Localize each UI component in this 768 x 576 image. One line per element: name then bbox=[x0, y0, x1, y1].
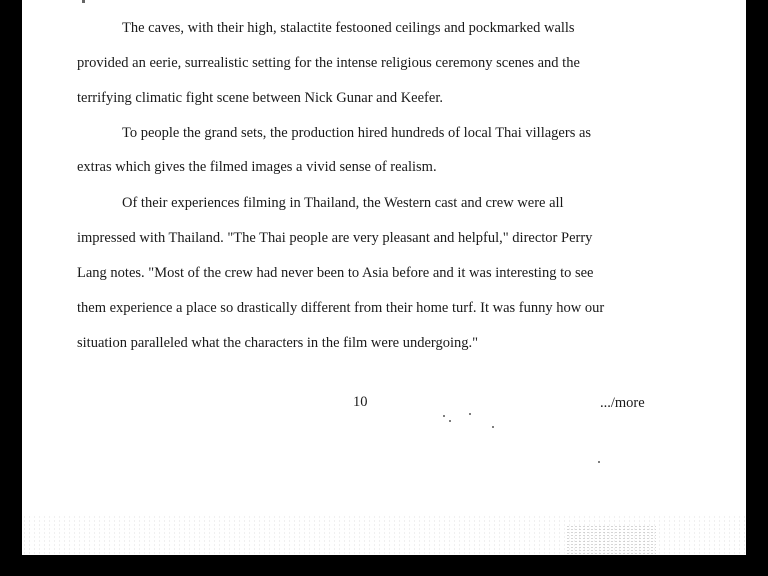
paragraph-3-line-5: situation paralleled what the characters in the film were undergoing." bbox=[77, 335, 479, 351]
paragraph-1-line-1: The caves, with their high, stalactite festooned ceilings and pockmarked walls bbox=[122, 20, 575, 36]
paragraph-2-line-1: To people the grand sets, the production hired hundreds of local Thai villagers as bbox=[122, 125, 592, 141]
document-page bbox=[22, 0, 746, 555]
continuation-marker: .../more bbox=[600, 395, 645, 411]
paragraph-3-line-3: Lang notes. "Most of the crew had never been to Asia before and it was interesting to see bbox=[77, 265, 594, 281]
scan-speck bbox=[492, 426, 494, 428]
page-number: 10 bbox=[353, 394, 368, 410]
scan-speck bbox=[598, 461, 600, 463]
paragraph-2-line-2: extras which gives the filmed images a vivid sense of realism. bbox=[77, 159, 437, 175]
scan-noise bbox=[566, 525, 656, 555]
paragraph-1-line-3: terrifying climatic fight scene between Nick Gunar and Keefer. bbox=[77, 90, 443, 106]
scan-speck bbox=[443, 415, 445, 417]
scan-speck bbox=[82, 0, 85, 3]
scan-speck bbox=[449, 420, 451, 422]
paragraph-1-line-2: provided an eerie, surrealistic setting for the intense religious ceremony scenes and the bbox=[77, 55, 580, 71]
paragraph-3-line-2: impressed with Thailand. "The Thai people are very pleasant and helpful," director Perry bbox=[77, 230, 593, 246]
paragraph-3-line-1: Of their experiences filming in Thailand, the Western cast and crew were all bbox=[122, 195, 564, 211]
scan-speck bbox=[469, 413, 471, 415]
paragraph-3-line-4: them experience a place so drastically different from their home turf. It was funny how our bbox=[77, 300, 605, 316]
